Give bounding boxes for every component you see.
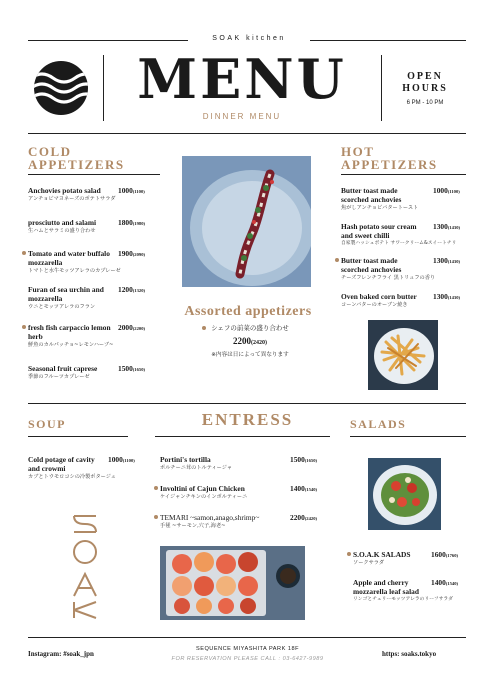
- menu-subtitle: DINNER MENU: [202, 112, 282, 121]
- header-rule-right: [310, 40, 466, 41]
- assorted-price: 2200(2420): [233, 336, 267, 346]
- bullet-dot-icon: [335, 258, 339, 262]
- open-hours-label-1: OPEN: [407, 71, 443, 82]
- open-hours-time: 6 PM - 10 PM: [406, 100, 444, 106]
- bullet-dot-icon: [154, 486, 158, 490]
- salad-photo: [368, 458, 441, 530]
- instagram-handle[interactable]: Instagram: #soak_jpn: [28, 650, 94, 658]
- cold-appetizers-title: [28, 145, 125, 171]
- header-rule-left: [28, 40, 188, 41]
- temari-sushi-photo: [160, 546, 305, 620]
- menu-item: Tomato and water buffalo mozzarella トマトと水牛モッツアレラのカプレーゼ 1900(2090): [28, 249, 146, 274]
- hot-appetizers-title-1: HOT: [341, 144, 375, 159]
- price: 1300(1430): [433, 292, 461, 301]
- assorted-jp: シェフの前菜の盛り合わせ: [211, 324, 289, 332]
- price: 2200(2420): [290, 513, 318, 522]
- price: 2000(2200): [118, 323, 146, 332]
- open-hours-label-2: HOURS: [402, 83, 448, 94]
- hot-appetizers-title-2: APPETIZERS: [341, 157, 438, 172]
- menu-item: Butter toast made scorched anchovies チーズフレンチフライ 黒トリュフの香り 1300(1430): [341, 256, 461, 281]
- salads-title: SALADS: [350, 417, 407, 431]
- price: 1300(1430): [433, 256, 461, 265]
- price: 1600(1760): [431, 550, 459, 559]
- soak-wave-logo-icon: [33, 60, 89, 116]
- header-divider-left: [103, 55, 104, 121]
- assorted-appetizers-photo: [182, 156, 311, 287]
- menu-item: fresh fish carpaccio lemon herb 鮮魚のカルパッチョ~レモンハーブ~ 2000(2200): [28, 323, 146, 348]
- cold-appetizers-title-1: COLD: [28, 144, 72, 159]
- price: 1400(1540): [431, 578, 459, 587]
- vertical-soak-logo: [70, 512, 100, 622]
- cold-appetizers-rule: [28, 174, 160, 175]
- footer-rule: [28, 637, 466, 638]
- entress-title: ENTRESS: [201, 410, 294, 429]
- hot-appetizers-rule: [341, 174, 466, 175]
- menu-item: Seasonal fruit caprese 季節のフルーツカプレーゼ 1500(1650): [28, 364, 146, 380]
- bullet-dot-icon: [22, 325, 26, 329]
- header-divider-right: [381, 55, 382, 121]
- menu-title: MENU: [137, 47, 347, 111]
- price: 1000(1100): [118, 186, 145, 195]
- price: 1500(1650): [290, 455, 318, 464]
- assorted-note: ※内容は日によって異なります: [211, 352, 289, 358]
- fries-photo: [368, 320, 438, 390]
- soup-title: SOUP: [28, 417, 67, 431]
- salads-rule: [350, 436, 466, 437]
- brand-name: SOAK kitchen: [212, 35, 286, 42]
- menu-item: Cold potage of cavity and crowmi カブとトウモロコシの冷製ポタージュ 1000(1100): [28, 455, 135, 480]
- cold-appetizers-title-2: APPETIZERS: [28, 157, 125, 172]
- price: 1900(2090): [118, 249, 146, 258]
- menu-item: Oven baked corn butter コーンバターのオーブン焼き 1300(1430): [341, 292, 461, 308]
- footer-address: SEQUENCE MIYASHITA PARK 18F: [195, 646, 300, 652]
- menu-item: prosciutto and salami 生ハムとサラミの盛り合わせ 1800(1980): [28, 218, 146, 234]
- price: 1000(1100): [433, 186, 460, 195]
- bullet-dot-icon: [154, 515, 158, 519]
- assorted-title: Assorted appetizers: [184, 304, 312, 319]
- menu-item: Involtini of Cajun Chicken ケイジャンチキンのインボルティーニ 1400(1540): [160, 484, 318, 500]
- entress-rule: [155, 436, 330, 437]
- footer-reservation: FOR RESERVATION PLEASE CALL : 03-6427-9989: [171, 656, 324, 662]
- price: 1500(1650): [118, 364, 146, 373]
- bullet-dot-icon: [22, 251, 26, 255]
- website-link[interactable]: https: soaks.tokyo: [382, 650, 437, 658]
- menu-item: Furan of sea urchin and mozzarella ウニとモッツアレラのフラン 1200(1320): [28, 285, 146, 310]
- menu-item: Hash potato sour cream and sweet chilli 自家製ハッシュポテト サワークリーム&スイートチリ 1300(1430): [341, 222, 461, 246]
- menu-item: Apple and cherry mozzarella leaf salad リンゴとチェリーモッツアレラのリーフサラダ 1400(1540): [353, 578, 459, 602]
- menu-item: Portini's tortilla ポルチーニ茸のトルティージャ 1500(1650): [160, 455, 318, 471]
- price: 1300(1430): [433, 222, 461, 231]
- header-bottom-rule: [28, 133, 466, 134]
- price: 1200(1320): [118, 285, 146, 294]
- menu-item: S.O.A.K SALADS ソークサラダ 1600(1760): [353, 550, 459, 566]
- hot-appetizers-title: [341, 145, 438, 171]
- bullet-dot-icon: [347, 552, 351, 556]
- price: 1000(1100): [108, 455, 135, 464]
- soup-rule: [28, 436, 128, 437]
- menu-item: Anchovies potato salad アンチョビマヨネーズのポテトサラダ 1000(1100): [28, 186, 145, 202]
- menu-item: TEMARI ~samon,anago,shrimp~ 手毬 ~サーモン,穴子,海老~ 2200(2420): [160, 513, 318, 529]
- price: 1800(1980): [118, 218, 146, 227]
- middle-rule: [28, 403, 466, 404]
- price: 1400(1540): [290, 484, 318, 493]
- menu-item: Butter toast made scorched anchovies 焦がしアンチョビバタートースト 1000(1100): [341, 186, 460, 211]
